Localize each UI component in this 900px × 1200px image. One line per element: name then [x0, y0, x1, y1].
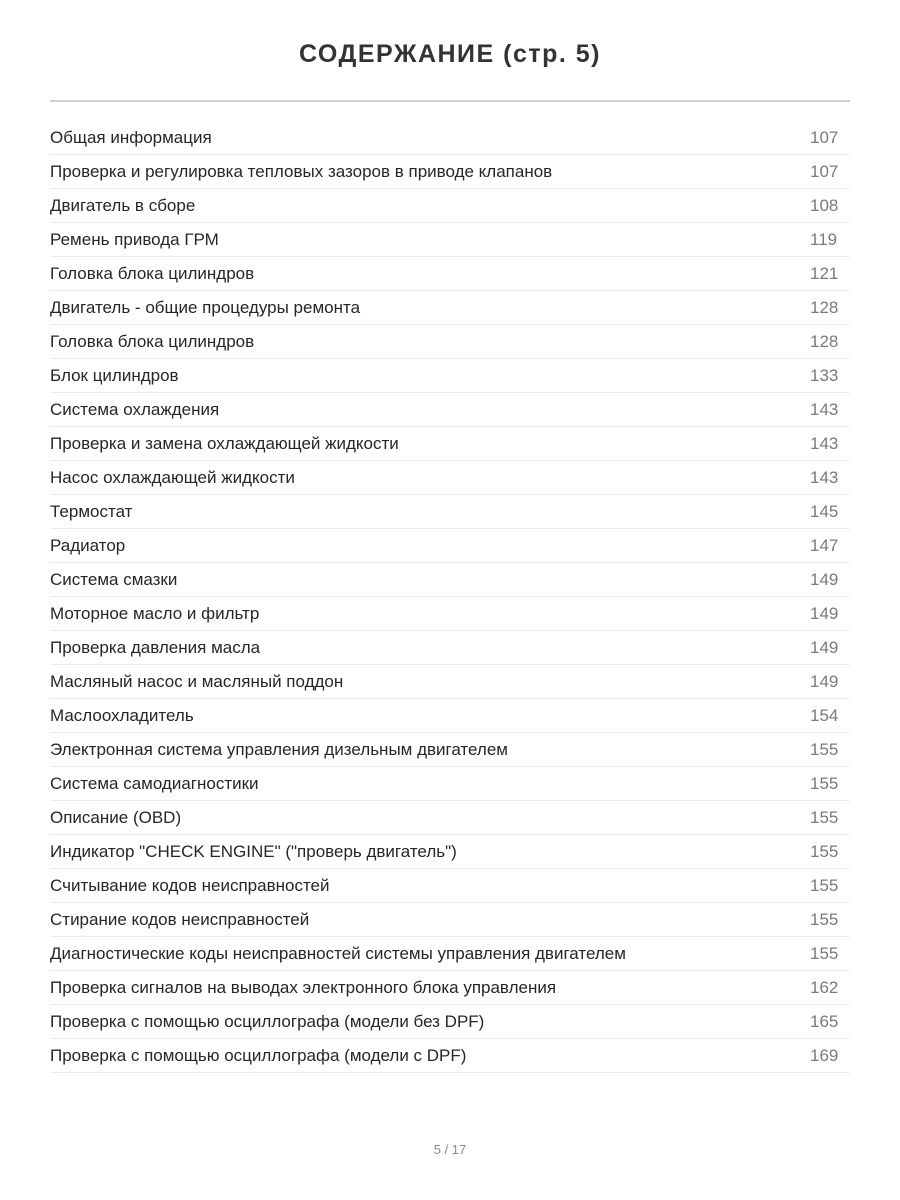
- toc-entry[interactable]: [50, 835, 850, 869]
- toc-entry-title: Проверка с помощью осциллографа (модели с DPF): [50, 1045, 467, 1065]
- toc-entry-title: Диагностические коды неисправностей системы управления двигателем: [50, 943, 626, 963]
- toc-entry[interactable]: [50, 427, 850, 461]
- toc-entry[interactable]: [50, 121, 850, 155]
- toc-entry[interactable]: [50, 359, 850, 393]
- toc-entry[interactable]: [50, 767, 850, 801]
- toc-entry-page-number: 128: [810, 297, 839, 317]
- toc-entry-page-number: 155: [810, 875, 839, 895]
- toc-entry-title: Двигатель - общие процедуры ремонта: [50, 297, 361, 317]
- toc-entry-page-number: 149: [810, 637, 839, 657]
- toc-entry[interactable]: [50, 971, 850, 1005]
- table-of-contents: [50, 121, 850, 1073]
- toc-entry-page-number: 107: [810, 127, 839, 147]
- toc-entry[interactable]: [50, 597, 850, 631]
- toc-entry-title: Считывание кодов неисправностей: [50, 875, 330, 895]
- toc-entry-title: Система самодиагностики: [50, 773, 259, 793]
- toc-entry-page-number: 147: [810, 535, 839, 555]
- toc-entry-title: Описание (OBD): [50, 807, 182, 827]
- toc-entry[interactable]: [50, 869, 850, 903]
- toc-entry-page-number: 165: [810, 1011, 839, 1031]
- toc-entry[interactable]: [50, 291, 850, 325]
- toc-entry-page-number: 155: [810, 807, 839, 827]
- toc-entry-title: Головка блока цилиндров: [50, 263, 255, 283]
- toc-entry-title: Проверка давления масла: [50, 637, 261, 657]
- toc-entry-title: Радиатор: [50, 535, 126, 555]
- toc-entry-page-number: 121: [810, 263, 839, 283]
- toc-entry-title: Блок цилиндров: [50, 365, 179, 385]
- toc-entry-title: Система охлаждения: [50, 399, 220, 419]
- toc-entry-title: Масляный насос и масляный поддон: [50, 671, 344, 691]
- toc-entry[interactable]: [50, 155, 850, 189]
- toc-entry[interactable]: [50, 189, 850, 223]
- toc-entry-page-number: 155: [810, 773, 839, 793]
- toc-entry-page-number: 155: [810, 739, 839, 759]
- toc-entry[interactable]: [50, 529, 850, 563]
- toc-entry[interactable]: [50, 461, 850, 495]
- toc-entry[interactable]: [50, 393, 850, 427]
- toc-entry-page-number: 155: [810, 841, 839, 861]
- toc-entry-title: Двигатель в сборе: [50, 195, 196, 215]
- toc-entry-title: Ремень привода ГРМ: [50, 229, 219, 249]
- toc-entry-page-number: 128: [810, 331, 839, 351]
- toc-entry-page-number: 169: [810, 1045, 839, 1065]
- page-title: СОДЕРЖАНИЕ (стр. 5): [298, 40, 602, 68]
- toc-entry[interactable]: [50, 257, 850, 291]
- toc-entry-page-number: 143: [810, 467, 839, 487]
- toc-entry[interactable]: [50, 733, 850, 767]
- title-divider: [50, 100, 850, 102]
- toc-entry-title: Система смазки: [50, 569, 178, 589]
- toc-entry-page-number: 155: [810, 909, 839, 929]
- toc-entry-title: Проверка с помощью осциллографа (модели без DPF): [50, 1011, 485, 1031]
- toc-entry-page-number: 107: [810, 161, 839, 181]
- toc-entry[interactable]: [50, 699, 850, 733]
- page-number-indicator: 5 / 17: [433, 1142, 467, 1157]
- toc-entry-page-number: 149: [810, 603, 839, 623]
- toc-entry[interactable]: [50, 1005, 850, 1039]
- toc-entry[interactable]: [50, 801, 850, 835]
- toc-entry-title: Электронная система управления дизельным двигателем: [50, 739, 508, 759]
- toc-entry-page-number: 149: [810, 671, 839, 691]
- toc-entry[interactable]: [50, 563, 850, 597]
- toc-entry[interactable]: [50, 495, 850, 529]
- toc-entry-title: Маслоохладитель: [50, 705, 194, 725]
- toc-entry[interactable]: [50, 631, 850, 665]
- toc-entry-page-number: 154: [810, 705, 839, 725]
- toc-entry[interactable]: [50, 223, 850, 257]
- toc-entry[interactable]: [50, 937, 850, 971]
- toc-entry-title: Термостат: [50, 501, 133, 521]
- toc-entry-title: Проверка и регулировка тепловых зазоров в приводе клапанов: [50, 161, 553, 181]
- toc-entry-page-number: 133: [810, 365, 839, 385]
- document-page: [50, 0, 850, 1073]
- toc-entry-page-number: 149: [810, 569, 839, 589]
- toc-entry-page-number: 162: [810, 977, 839, 997]
- toc-entry[interactable]: [50, 325, 850, 359]
- toc-entry-title: Проверка сигналов на выводах электронного блока управления: [50, 977, 557, 997]
- toc-entry[interactable]: [50, 903, 850, 937]
- toc-entry-page-number: 145: [810, 501, 839, 521]
- toc-entry-title: Индикатор "CHECK ENGINE" ("проверь двигатель"): [50, 841, 457, 861]
- toc-entry[interactable]: [50, 1039, 850, 1073]
- toc-entry-title: Насос охлаждающей жидкости: [50, 467, 295, 487]
- toc-entry-title: Общая информация: [50, 127, 212, 147]
- toc-entry-page-number: 143: [810, 433, 839, 453]
- toc-entry-title: Проверка и замена охлаждающей жидкости: [50, 433, 399, 453]
- toc-entry-title: Головка блока цилиндров: [50, 331, 255, 351]
- toc-entry-page-number: 155: [810, 943, 839, 963]
- toc-entry-page-number: 108: [810, 195, 839, 215]
- toc-entry-title: Стирание кодов неисправностей: [50, 909, 310, 929]
- toc-entry-title: Моторное масло и фильтр: [50, 603, 260, 623]
- toc-entry-page-number: 119: [810, 229, 838, 249]
- toc-entry-page-number: 143: [810, 399, 839, 419]
- toc-entry[interactable]: [50, 665, 850, 699]
